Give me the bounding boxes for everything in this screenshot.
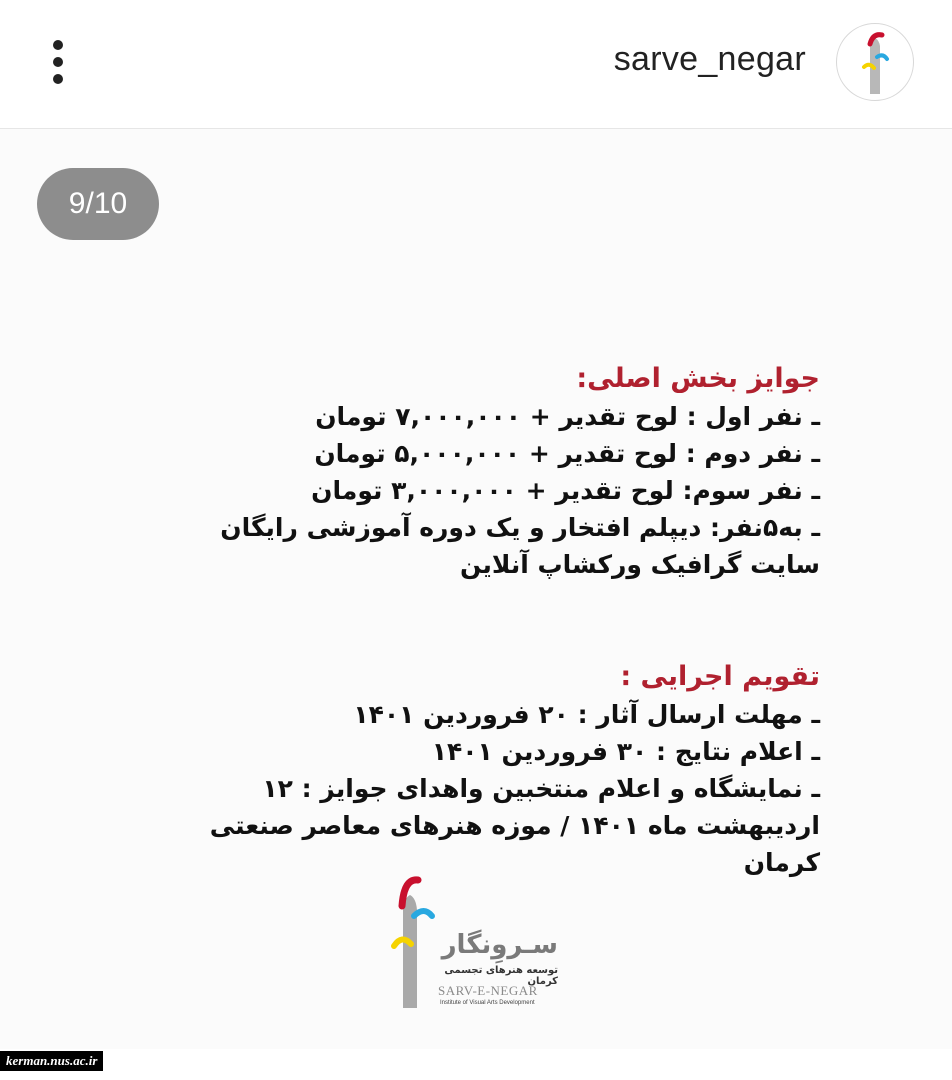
footer-bar [0, 1049, 952, 1080]
sarv-e-negar-logo [384, 868, 574, 1013]
schedule-line: ـ نمایشگاه و اعلام منتخبین واهدای جوایز : ۱۲ اردیبهشت ماه ۱۴۰۱ / موزه هنرهای معاصر صنعتی کرمان [209, 774, 820, 877]
schedule-section [150, 658, 820, 881]
schedule-line: ـ مهلت ارسال آثار : ۲۰ فروردین ۱۴۰۱ [353, 700, 820, 729]
more-vertical-icon[interactable] [44, 36, 72, 88]
profile-username[interactable]: sarve_negar [613, 40, 806, 78]
cypress-logo-icon [384, 868, 444, 1013]
prize-line: ـ نفر اول : لوح تقدیر + ۷,۰۰۰,۰۰۰ تومان [315, 402, 820, 431]
domain-watermark: kerman.nus.ac.ir [0, 1051, 103, 1071]
logo-latin-subtitle: Institute of Visual Arts Development [440, 1000, 535, 1006]
post-header [0, 0, 952, 129]
prizes-title: جوایز بخش اصلی: [576, 363, 820, 394]
logo-latin-name: SARV-E-NEGAR [438, 983, 538, 998]
logo-persian-name: سـروِنگار [441, 930, 558, 960]
sarv-e-negar-logo-icon [837, 24, 913, 100]
prizes-section [150, 360, 820, 583]
prize-line: ـ نفر سوم: لوح تقدیر + ۳,۰۰۰,۰۰۰ تومان [311, 476, 820, 505]
prize-line: ـ نفر دوم : لوح تقدیر + ۵,۰۰۰,۰۰۰ تومان [314, 439, 820, 468]
prize-line: ـ به۵نفر: دیپلم افتخار و یک دوره آموزشی رایگان سایت گرافیک ورکشاپ آنلاین [220, 513, 820, 579]
schedule-line: ـ اعلام نتایج : ۳۰ فروردین ۱۴۰۱ [431, 737, 820, 766]
carousel-counter: 9/10 [37, 168, 159, 240]
profile-avatar[interactable] [836, 23, 914, 101]
schedule-title: تقویم اجرایی : [620, 661, 820, 692]
logo-persian-subtitle: توسعه هنرهای تجسمی کرمان [444, 965, 558, 987]
